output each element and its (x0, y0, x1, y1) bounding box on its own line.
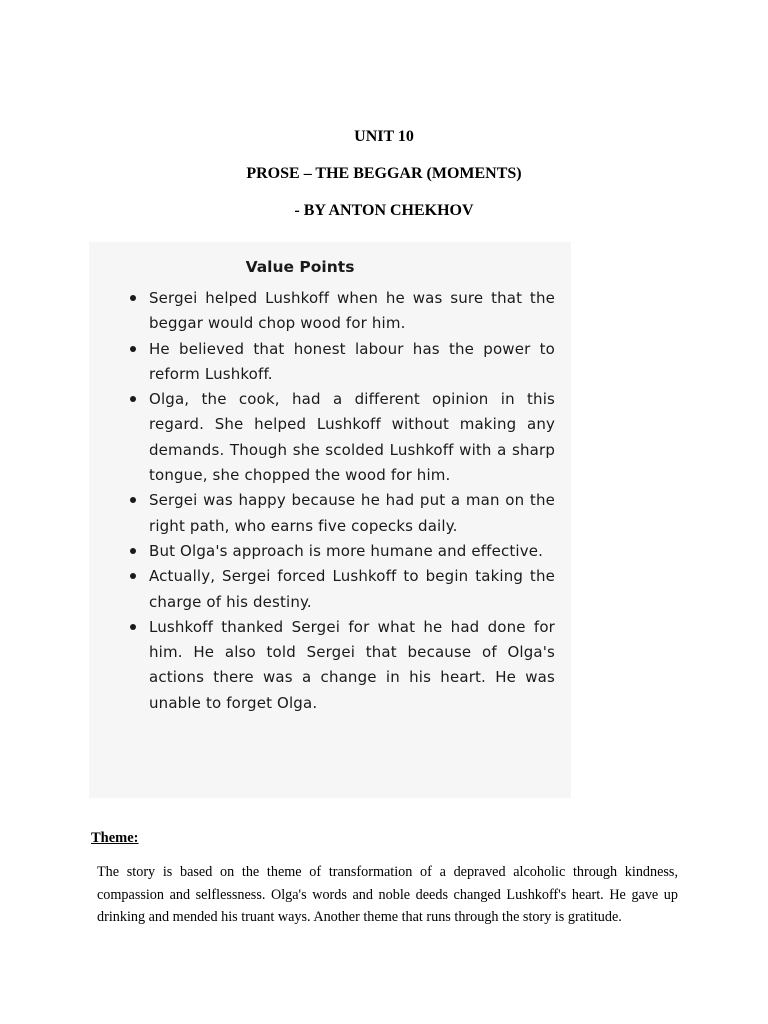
bullet-icon (130, 346, 136, 352)
bullet-icon (130, 295, 136, 301)
list-item (125, 564, 555, 615)
unit-heading: UNIT 10 (354, 128, 414, 145)
theme-heading: Theme: (91, 830, 139, 846)
list-item (125, 539, 555, 564)
list-item (125, 286, 555, 337)
list-item-text: Sergei helped Lushkoff when he was sure that the beggar would chop wood for him. (149, 289, 555, 333)
bullet-icon (130, 396, 136, 402)
list-item-text: Lushkoff thanked Sergei for what he had done for him. He also told Sergei that because of Olga's actions there was a change in his heart. He was unable to forget Olga. (149, 617, 555, 712)
bullet-icon (130, 573, 136, 579)
list-item (125, 387, 555, 488)
list-item (125, 488, 555, 539)
bullet-icon (130, 548, 136, 554)
list-item-text: But Olga's approach is more humane and effective. (149, 541, 544, 560)
bullet-icon (130, 624, 136, 630)
value-points-panel (89, 242, 571, 798)
list-item-text: Olga, the cook, had a different opinion in this regard. She helped Lushkoff without making any demands. Though she scolded Lushkoff with a sharp tongue, she chopped the wood for him. (149, 390, 555, 485)
list-item-text: Sergei was happy because he had put a man on the right path, who earns five copecks daily. (149, 491, 555, 535)
list-item (125, 337, 555, 388)
value-points-title: Value Points (245, 258, 355, 276)
chapter-title: PROSE – THE BEGGAR (MOMENTS) (246, 165, 522, 182)
theme-paragraph: The story is based on the theme of transformation of a depraved alcoholic through kindness, compassion and selflessness. Olga's words and noble deeds changed Lushkoff's heart. He gave up drinking and mended his truant ways. Another theme that runs through the story is gratitude. (97, 864, 678, 925)
list-item-text: He believed that honest labour has the power to reform Lushkoff. (149, 339, 555, 383)
value-points-list (125, 286, 555, 716)
author-line: - BY ANTON CHEKHOV (294, 202, 474, 219)
list-item-text: Actually, Sergei forced Lushkoff to begin taking the charge of his destiny. (149, 567, 555, 611)
list-item (125, 615, 555, 716)
bullet-icon (130, 497, 136, 503)
